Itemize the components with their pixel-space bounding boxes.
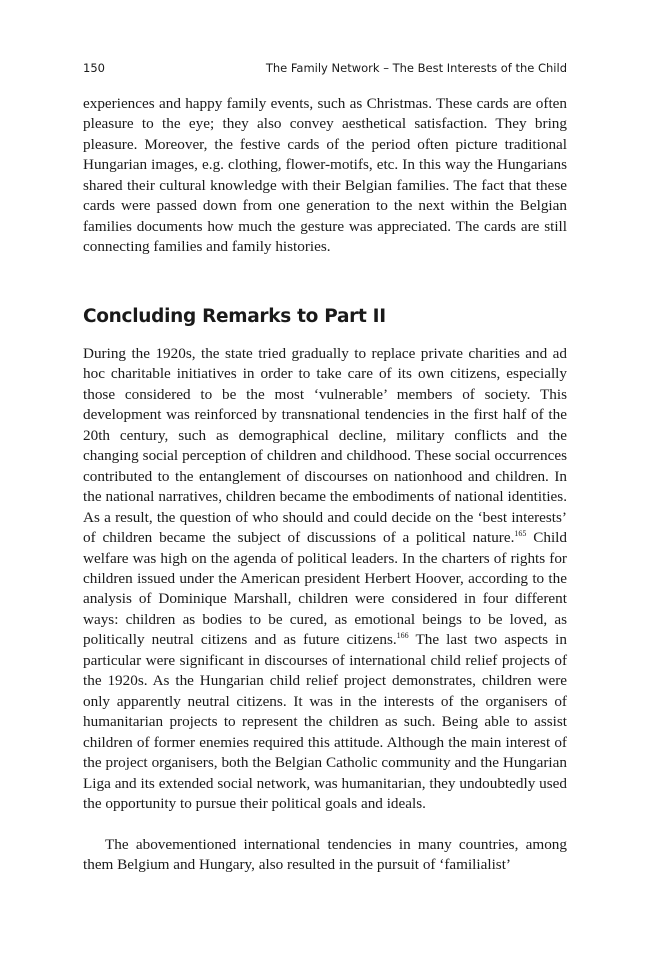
book-page [83, 0, 567, 975]
section-heading: Concluding Remarks to Part II [83, 306, 386, 327]
running-head [83, 58, 567, 78]
paragraph-international-tendencies: The abovementioned international tendencies in many countries, among them Belgium and Hungary, also resulted in the pursuit of ‘familialist’ [83, 836, 567, 874]
paragraph-concluding-remarks [83, 344, 567, 814]
paragraph-text-segment: The last two aspects in particular were significant in discourses of international child relief projects of the 1920s. As the Hungarian child relief project demonstrates, children were only apparently neutral citizens. It was in the interests of the organisers of humanitarian projects to represent the children as such. Being able to assist children of former enemies required this attitude. Although the main interest of the project organisers, both the Belgian Catholic community and the Hungarian Liga and its extended social network, was humanitarian, they undoubtedly used the opportunity to pursue their political goals and ideals. [83, 631, 567, 812]
page-number: 150 [83, 61, 105, 75]
paragraph-christmas-cards: experiences and happy family events, such as Christmas. These cards are often pleasure to the eye; they also convey aesthetical satisfaction. They bring pleasure. Moreover, the festive cards of the period often picture traditional Hungarian images, e.g. clothing, flower-motifs, etc. In this way the Hungarians shared their cultural knowledge with their Belgian families. The fact that these cards were passed down from one generation to the next within the Belgian families documents how much the gesture was appreciated. The cards are still connecting families and family histories. [83, 95, 567, 256]
paragraph-text-segment: Child welfare was high on the agenda of political leaders. In the charters of rights for children issued under the American president Herbert Hoover, according to the analysis of Dominique Marshall, children were considered in four different ways: children as bodies to be cured, as emotional beings to be loved, as politically neutral citizens and as future citizens. [83, 529, 567, 649]
footnote-ref-166: 166 [396, 631, 409, 641]
running-title: The Family Network – The Best Interests of the Child [265, 61, 567, 75]
footnote-ref-165: 165 [514, 529, 527, 539]
paragraph-text-segment: During the 1920s, the state tried gradually to replace private charities and ad hoc charitable initiatives in order to take care of its own citizens, especially those considered to be the most ‘vulnerable’ members of society. This development was reinforced by transnational tendencies in the first half of the 20th century, such as demographical decline, military conflicts and the changing social perception of children and childhood. These social occurrences contributed to the entanglement of discourses on nationhood and children. In the national narratives, children became the embodiments of national identities. As a result, the question of who should and could decide on the ‘best interests’ of children became the subject of discussions of a political nature. [83, 345, 567, 547]
